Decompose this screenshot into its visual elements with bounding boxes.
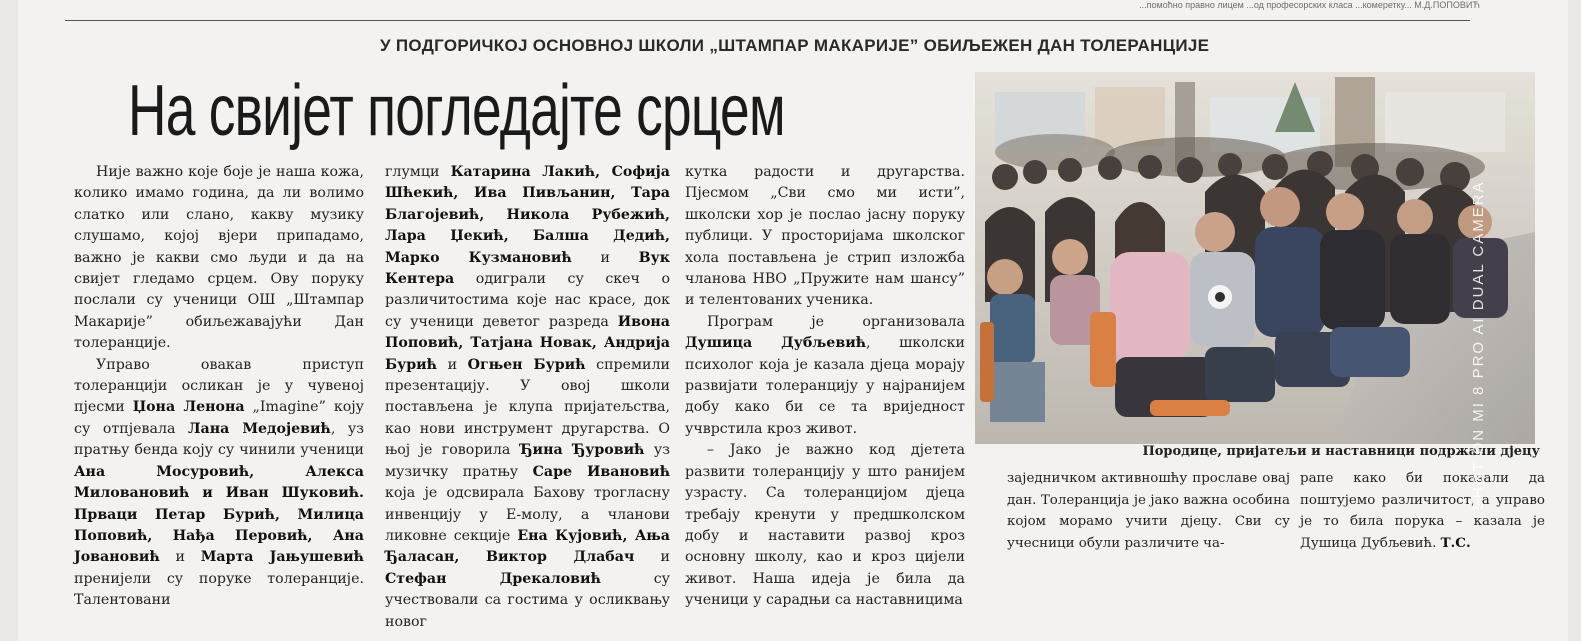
- paragraph: заједничком активношћу прославе овај дан. Толеранција је јако важна особина којом морамо учити дјецу. Сви су учесници обули различите ча-: [1007, 471, 1290, 551]
- header-rule: [65, 20, 1470, 21]
- article-column-4: [1007, 468, 1290, 554]
- article-column-3: [685, 162, 965, 612]
- quote-paragraph: – Јако је важно код дјетета развити толеранцију у што ранијем узрасту. Са толеранцијом дјеца требају кренути у предшколском добу и наставити развој кроз основну школу, као и кроз цијели живот. Наша идеја је била да ученици у сарадњи са наставницима: [685, 442, 965, 609]
- camera-watermark: SHOT ON MI 8 PRO AI DUAL CAMERA: [1470, 180, 1487, 510]
- paragraph: рапе како би показали да поштујемо различитост, а управо је то била порука – казала је Душица Дубљевић. Т.С.: [1300, 471, 1545, 551]
- article-column-5: [1300, 468, 1545, 554]
- article-photo: [975, 72, 1535, 444]
- photo-caption: Породице, пријатељи и наставници подржали дјецу: [1142, 444, 1540, 459]
- author-signature: Т.С.: [1440, 534, 1471, 551]
- article-kicker: У ПОДГОРИЧКОЈ ОСНОВНОЈ ШКОЛИ „ШТАМПАР МАКАРИЈЕ” ОБИЉЕЖЕН ДАН ТОЛЕРАНЦИЈЕ: [380, 36, 1210, 55]
- article-headline: На свијет погледајте срцем: [128, 71, 785, 151]
- paragraph: Програм је организовала Душица Дубљевић, школски психолог која је казала дјеца морају развијати толеранцију у најранијем добу како би се та вриједност учврстила кроз живот.: [685, 313, 966, 437]
- top-strip-text: ...помоћно правно лицем ...од професорских класа ...комеретку... М.Д.ПОПОВИЋ: [1139, 0, 1480, 10]
- article-column-1: [74, 162, 364, 612]
- paragraph: глумци Катарина Лакић, Софија Шћекић, Ива Пивљанин, Тара Благојевић, Никола Рубежић, Лара Џекић, Балша Дедић, Марко Кузмановић и Вук Кентера одиграли су скеч о различитостима које нас красе, док су ученици деветог разреда Ивона Поповић, Татјана Новак, Андрија Бурић и Огњен Бурић спремили презентацију. У овој школи постављена је клупа пријатељства, као нови инструмент другарства. О њој је говорила Ђина Ђуровић уз музичку пратњу Саре Ивановић која је одсвирала Баховy трогласну инвенцију у Е-молу, а чланови ликовне секције Ена Кујовић, Ања Ђаласан, Виктор Длабач и Стефан Дрекаловић су учествовали са гостима у осликвању новог: [385, 164, 671, 630]
- paragraph: кутка радости и другарства. Пјесмом „Сви смо ми исти”, школски хор је послао јасну поруку публици. У просторијама школског хола постављена је стрип изложба чланова НВО „Пружите нам шансу” и телентованих ученика.: [685, 164, 965, 309]
- paragraph: Управо овакав приступ толеранцији осликан је у чувеној пјесми Џона Ленона „Imagine” коју су отпјевала Лана Медојевић, уз пратњу бенда коју су чинили ученици Ана Мосуровић, Алекса Миловановић и Иван Шуковић. Прваци Петар Бурић, Милица Поповић, Нађа Перовић, Ана Јовановић и Марта Јањушевић пренијели су поруке толеранције. Талентовани: [74, 356, 364, 609]
- paragraph: Није важно које боје је наша кожа, колико имамо година, да ли волимо слатко или слано, какву музику слушамо, којој вјери припадамо, важно је какви смо људи и да на свијет гледамо срцем. Ову поруку послали су ученици ОШ „Штампар Макарије” обиљежавајући Дан толеранције.: [74, 164, 364, 352]
- audience-photo-illustration: [975, 72, 1535, 444]
- article-column-2: [385, 162, 670, 633]
